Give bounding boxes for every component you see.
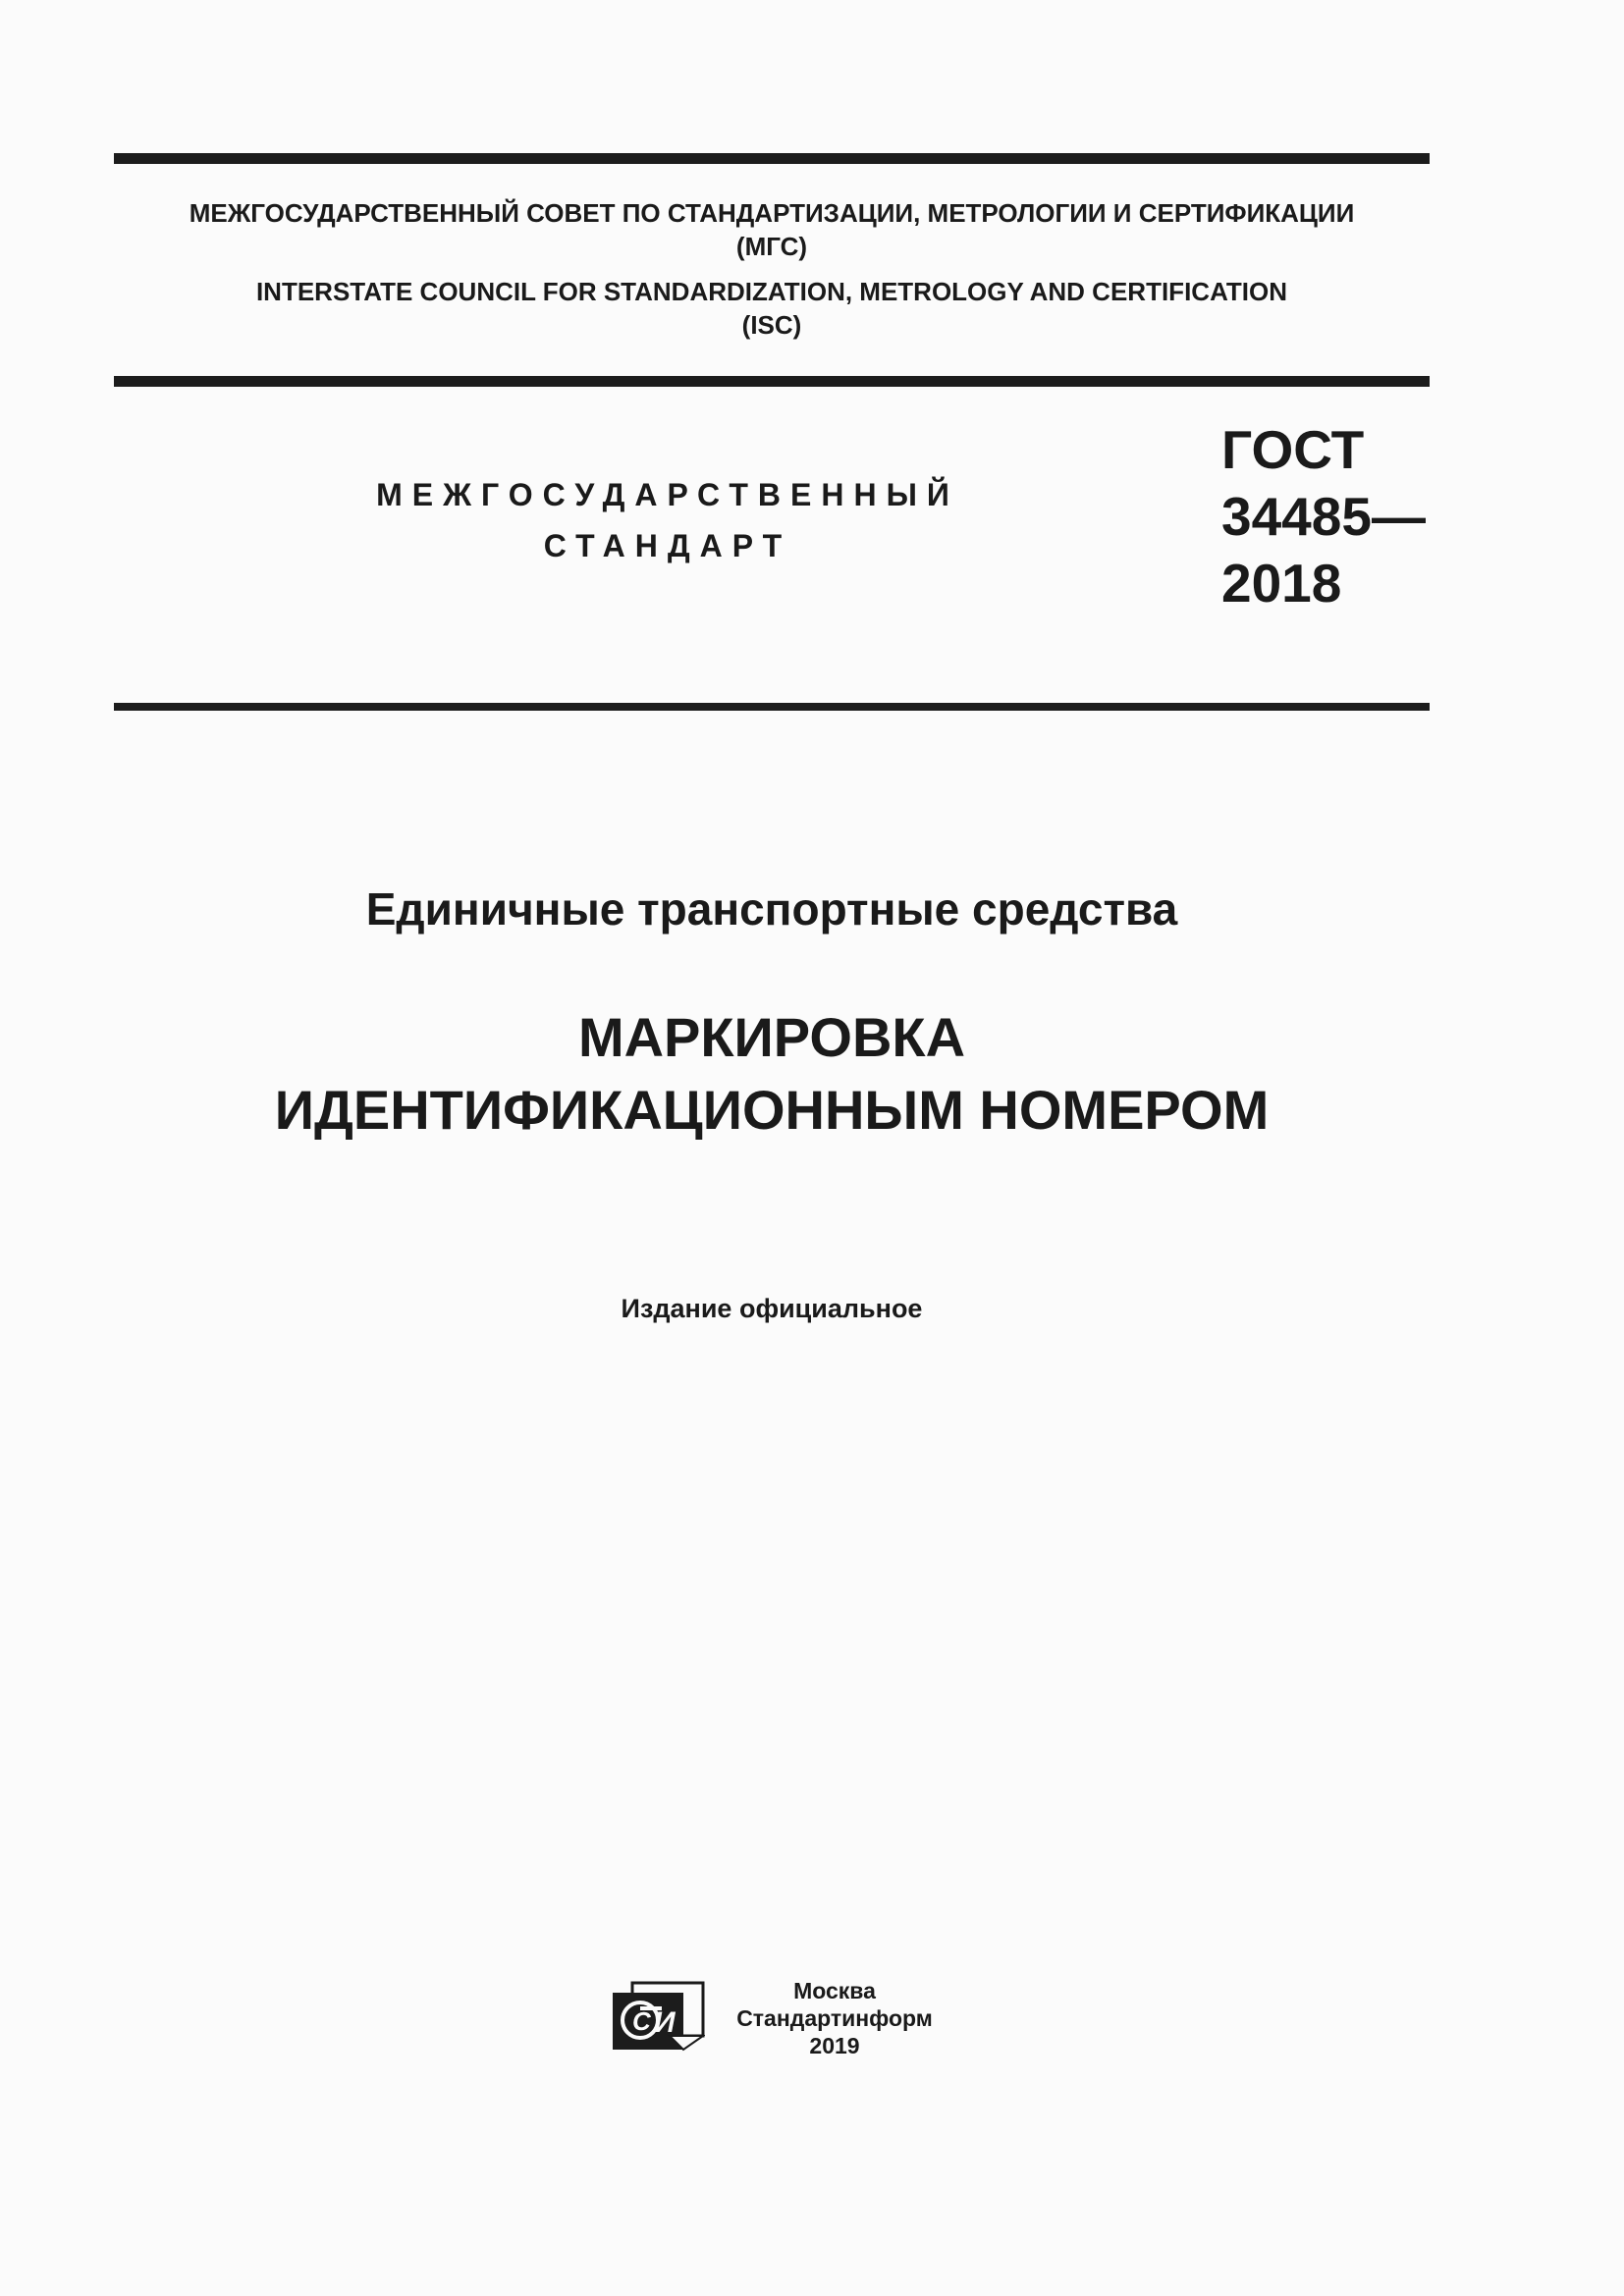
svg-text:И: И [654, 2006, 676, 2039]
top-rule [114, 153, 1430, 164]
standard-type-line2: СТАНДАРТ [543, 528, 792, 563]
middle-rule [114, 376, 1430, 387]
standard-code-number: 34485— [1221, 486, 1426, 547]
document-title-line2: ИДЕНТИФИКАЦИОННЫМ НОМЕРОМ [274, 1079, 1270, 1141]
publisher-name: Стандартинформ [736, 2005, 933, 2031]
standard-code-prefix: ГОСТ [1221, 419, 1365, 480]
council-abbr-ru: (МГС) [735, 232, 808, 261]
document-title-line1: МАРКИРОВКА [577, 1006, 966, 1068]
document-subject: Единичные транспортные средства [365, 883, 1178, 934]
publisher-city: Москва [793, 1978, 876, 2003]
publisher-info [717, 1977, 952, 2059]
standard-code-year: 2018 [1221, 553, 1342, 614]
standartinform-logo-icon [611, 1979, 705, 2054]
standard-type-line1: МЕЖГОСУДАРСТВЕННЫЙ [376, 477, 959, 512]
council-header [114, 196, 1430, 342]
svg-text:С: С [632, 2006, 651, 2036]
lower-rule [114, 703, 1430, 711]
publisher-year: 2019 [809, 2033, 860, 2058]
edition-label: Издание официальное [621, 1294, 923, 1323]
standard-code [1221, 416, 1426, 616]
document-title [114, 1001, 1430, 1147]
council-name-en: INTERSTATE COUNCIL FOR STANDARDIZATION, METROLOGY AND CERTIFICATION [255, 277, 1288, 306]
council-name-ru: МЕЖГОСУДАРСТВЕННЫЙ СОВЕТ ПО СТАНДАРТИЗАЦИИ, МЕТРОЛОГИИ И СЕРТИФИКАЦИИ [189, 198, 1355, 228]
council-abbr-en: (ISC) [741, 310, 802, 340]
standard-type [363, 469, 972, 571]
